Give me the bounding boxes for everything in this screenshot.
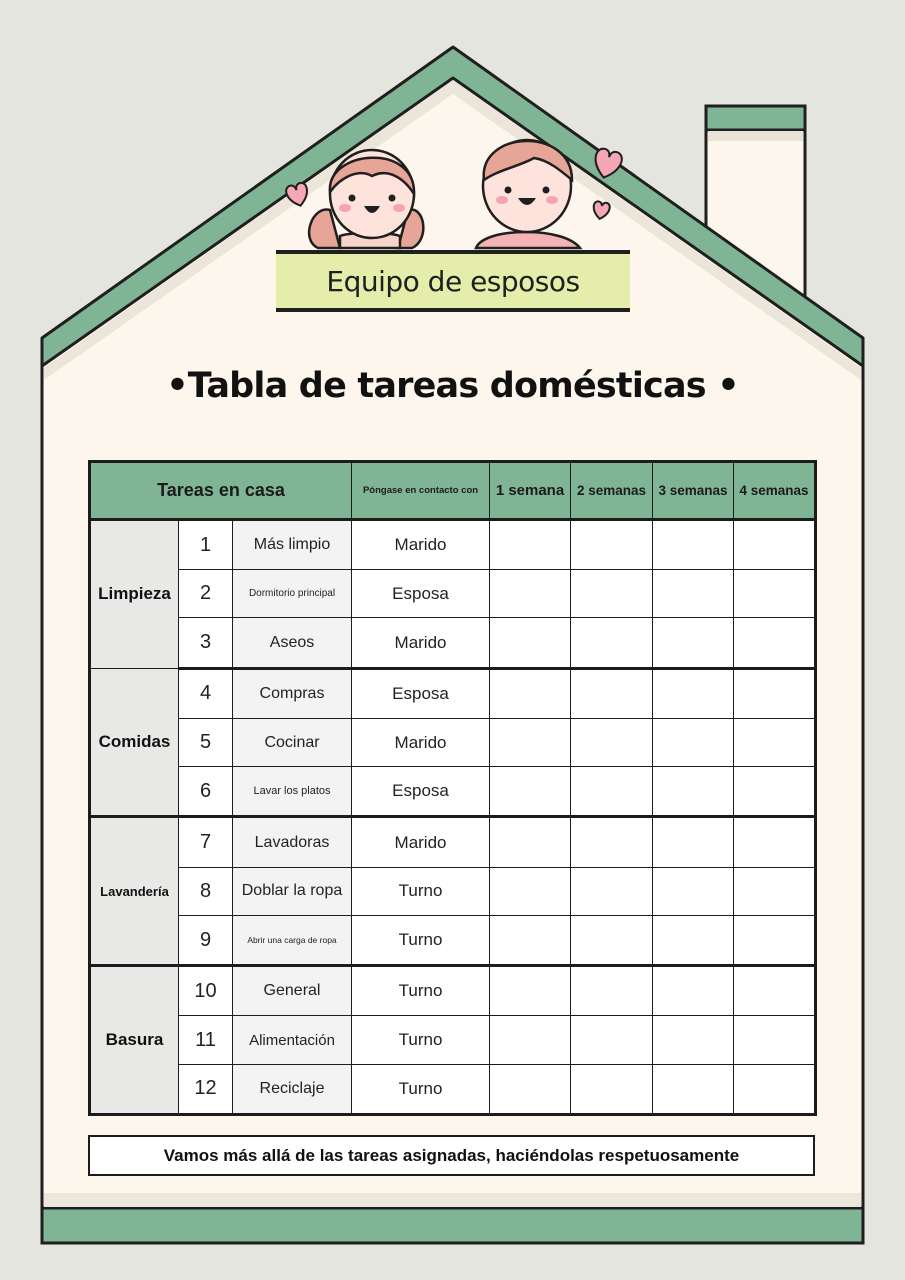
week-4-cell[interactable] <box>734 718 816 766</box>
week-4-cell[interactable] <box>734 867 816 915</box>
week-4-cell[interactable] <box>734 767 816 817</box>
table-row <box>90 817 816 867</box>
table-row <box>90 767 816 817</box>
week-2-cell[interactable] <box>571 817 653 867</box>
table-row <box>90 1016 816 1064</box>
header-week-1: 1 semana <box>490 462 571 520</box>
week-4-cell[interactable] <box>734 520 816 570</box>
week-2-cell[interactable] <box>571 915 653 965</box>
week-4-cell[interactable] <box>734 817 816 867</box>
week-1-cell[interactable] <box>490 718 571 766</box>
week-4-cell[interactable] <box>734 618 816 668</box>
assignee: Marido <box>352 618 490 668</box>
category-cell: Lavandería <box>90 817 179 966</box>
task-number: 10 <box>179 966 233 1016</box>
task-number: 12 <box>179 1064 233 1114</box>
chores-table <box>88 460 817 1116</box>
week-2-cell[interactable] <box>571 1016 653 1064</box>
week-3-cell[interactable] <box>653 570 734 618</box>
week-1-cell[interactable] <box>490 570 571 618</box>
task-name: Cocinar <box>233 718 352 766</box>
week-1-cell[interactable] <box>490 767 571 817</box>
task-number: 9 <box>179 915 233 965</box>
week-3-cell[interactable] <box>653 966 734 1016</box>
week-3-cell[interactable] <box>653 668 734 718</box>
team-banner <box>276 250 630 312</box>
category-cell: Limpieza <box>90 520 179 669</box>
table-row <box>90 618 816 668</box>
category-cell: Comidas <box>90 668 179 817</box>
assignee: Turno <box>352 966 490 1016</box>
task-name: Compras <box>233 668 352 718</box>
table-row <box>90 570 816 618</box>
assignee: Marido <box>352 520 490 570</box>
table-row <box>90 718 816 766</box>
task-name: Lavar los platos <box>233 767 352 817</box>
week-2-cell[interactable] <box>571 767 653 817</box>
task-name: Alimentación <box>233 1016 352 1064</box>
task-number: 1 <box>179 520 233 570</box>
week-2-cell[interactable] <box>571 718 653 766</box>
week-2-cell[interactable] <box>571 668 653 718</box>
table-row <box>90 1064 816 1114</box>
week-1-cell[interactable] <box>490 966 571 1016</box>
assignee: Marido <box>352 817 490 867</box>
assignee: Esposa <box>352 668 490 718</box>
week-3-cell[interactable] <box>653 1064 734 1114</box>
floor-band <box>42 1208 863 1243</box>
task-number: 4 <box>179 668 233 718</box>
assignee: Esposa <box>352 570 490 618</box>
assignee: Turno <box>352 1016 490 1064</box>
week-1-cell[interactable] <box>490 1064 571 1114</box>
week-1-cell[interactable] <box>490 618 571 668</box>
week-3-cell[interactable] <box>653 520 734 570</box>
header-week-2: 2 semanas <box>571 462 653 520</box>
task-name: General <box>233 966 352 1016</box>
table-row <box>90 668 816 718</box>
table-row <box>90 520 816 570</box>
week-4-cell[interactable] <box>734 915 816 965</box>
week-4-cell[interactable] <box>734 668 816 718</box>
page-title: •Tabla de tareas domésticas • <box>166 366 739 406</box>
week-4-cell[interactable] <box>734 1016 816 1064</box>
task-number: 8 <box>179 867 233 915</box>
task-number: 2 <box>179 570 233 618</box>
category-cell: Basura <box>90 966 179 1115</box>
week-2-cell[interactable] <box>571 867 653 915</box>
week-4-cell[interactable] <box>734 1064 816 1114</box>
assignee: Turno <box>352 867 490 915</box>
table-row <box>90 966 816 1016</box>
banner-text: Equipo de esposos <box>326 264 580 298</box>
task-name: Abrir una carga de ropa <box>233 915 352 965</box>
task-name: Reciclaje <box>233 1064 352 1114</box>
task-number: 6 <box>179 767 233 817</box>
week-1-cell[interactable] <box>490 817 571 867</box>
week-2-cell[interactable] <box>571 618 653 668</box>
task-name: Lavadoras <box>233 817 352 867</box>
week-1-cell[interactable] <box>490 1016 571 1064</box>
week-3-cell[interactable] <box>653 767 734 817</box>
week-3-cell[interactable] <box>653 1016 734 1064</box>
week-3-cell[interactable] <box>653 618 734 668</box>
header-contact: Póngase en contacto con <box>352 462 490 520</box>
task-number: 5 <box>179 718 233 766</box>
assignee: Esposa <box>352 767 490 817</box>
week-4-cell[interactable] <box>734 966 816 1016</box>
week-2-cell[interactable] <box>571 520 653 570</box>
task-name: Dormitorio principal <box>233 570 352 618</box>
week-2-cell[interactable] <box>571 570 653 618</box>
week-1-cell[interactable] <box>490 520 571 570</box>
week-1-cell[interactable] <box>490 668 571 718</box>
week-2-cell[interactable] <box>571 1064 653 1114</box>
assignee: Turno <box>352 915 490 965</box>
week-4-cell[interactable] <box>734 570 816 618</box>
week-3-cell[interactable] <box>653 817 734 867</box>
table-row <box>90 867 816 915</box>
table-header-row <box>90 462 816 520</box>
week-3-cell[interactable] <box>653 867 734 915</box>
week-3-cell[interactable] <box>653 915 734 965</box>
task-number: 11 <box>179 1016 233 1064</box>
week-3-cell[interactable] <box>653 718 734 766</box>
week-2-cell[interactable] <box>571 966 653 1016</box>
week-1-cell[interactable] <box>490 915 571 965</box>
task-name: Aseos <box>233 618 352 668</box>
task-number: 3 <box>179 618 233 668</box>
task-name: Doblar la ropa <box>233 867 352 915</box>
footer-note <box>88 1135 815 1176</box>
assignee: Turno <box>352 1064 490 1114</box>
task-number: 7 <box>179 817 233 867</box>
header-week-4: 4 semanas <box>734 462 816 520</box>
task-name: Más limpio <box>233 520 352 570</box>
footer-text: Vamos más allá de las tareas asignadas, haciéndolas respetuosamente <box>163 1145 740 1165</box>
table-row <box>90 915 816 965</box>
week-1-cell[interactable] <box>490 867 571 915</box>
header-week-3: 3 semanas <box>653 462 734 520</box>
header-tasks: Tareas en casa <box>90 462 352 520</box>
assignee: Marido <box>352 718 490 766</box>
